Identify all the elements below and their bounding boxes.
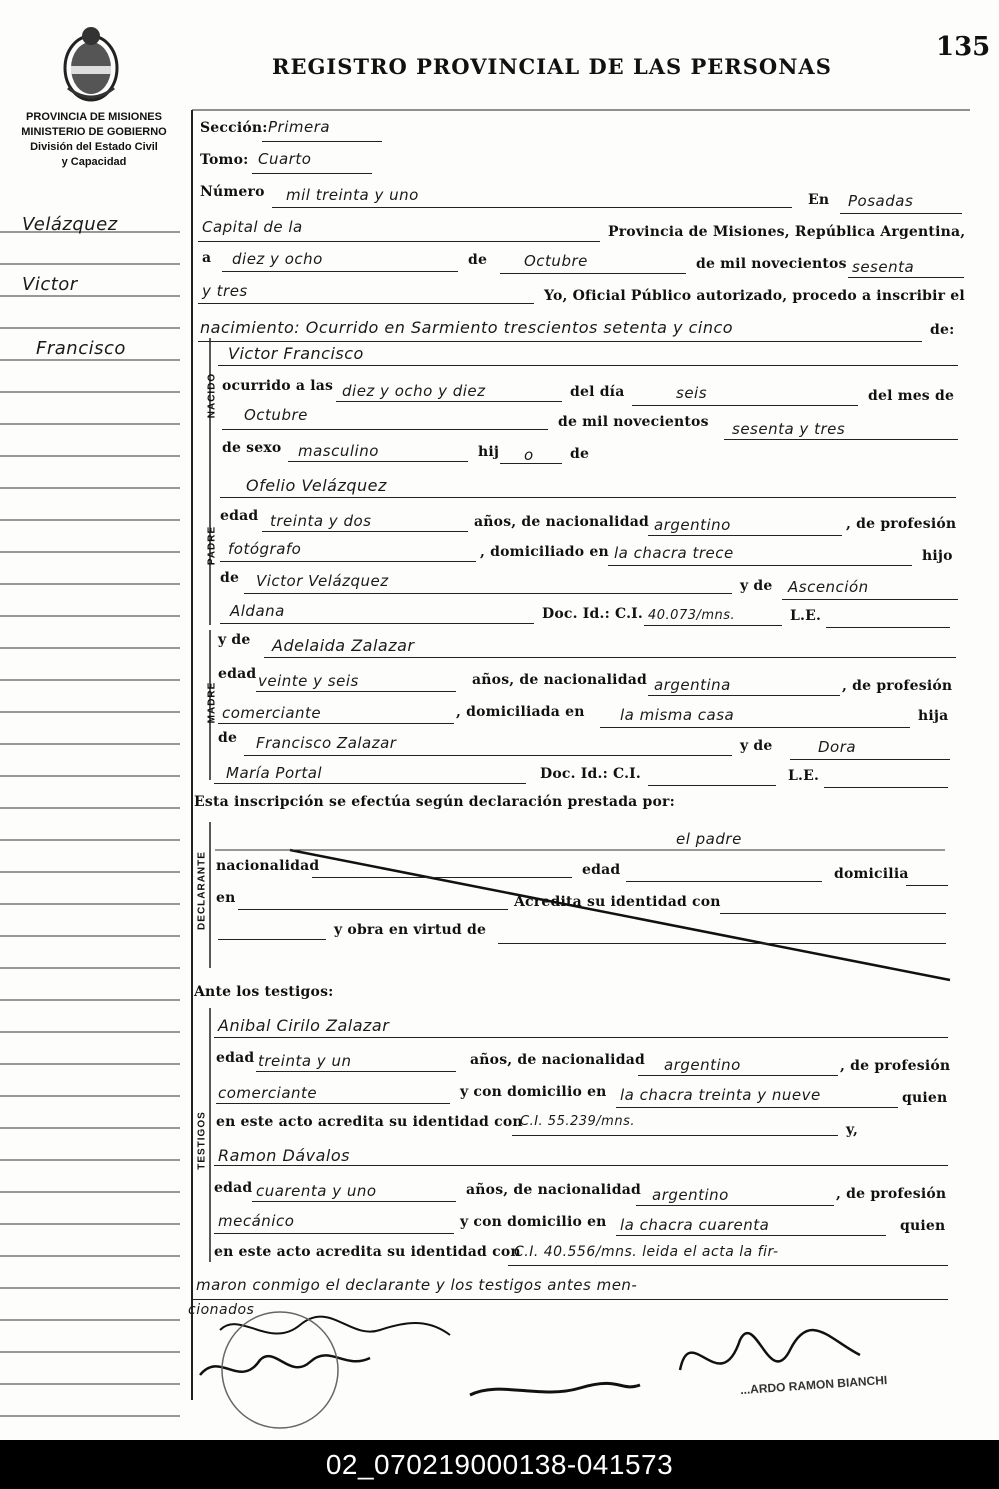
label-madre-profesion: , de profesión (842, 678, 953, 694)
label-t2-quien: quien (900, 1218, 946, 1234)
document-title: REGISTRO PROVINCIAL DE LAS PERSONAS (272, 54, 832, 79)
value-madre-nacionalidad: argentina (654, 676, 731, 694)
label-madre-domicilio: , domiciliada en (456, 704, 585, 720)
label-t2-domicilio: y con domicilio en (460, 1214, 607, 1230)
footer-id: 02_070219000138-041573 (0, 1440, 999, 1489)
label-t1-y: y, (846, 1122, 859, 1138)
value-nacimiento: nacimiento: Ocurrido en Sarmiento trescientos setenta y cinco (200, 318, 734, 337)
label-t2-nacionalidad: años, de nacionalidad (466, 1182, 641, 1198)
label-t2-edad: edad (214, 1180, 253, 1196)
label-de-colon: de: (930, 322, 955, 338)
value-madre-edad: veinte y seis (258, 672, 359, 690)
label-decl-domicilia: domicilia (834, 866, 909, 882)
label-madre-y-de: y de (218, 632, 251, 648)
page-number: 135 (936, 32, 991, 62)
label-padre-domicilio: , domiciliado en (480, 544, 609, 560)
value-testigo2-edad: cuarenta y uno (256, 1182, 377, 1200)
label-t2-profesion: , de profesión (836, 1186, 947, 1202)
label-decl-nacionalidad: nacionalidad (216, 858, 320, 874)
section-label-padre: PADRE (206, 525, 218, 566)
value-padre-domicilio: la chacra trece (614, 544, 734, 562)
value-tomo: Cuarto (258, 150, 312, 168)
header-line-1: PROVINCIA DE MISIONES (26, 111, 162, 123)
value-testigo2-nacionalidad: argentino (652, 1186, 729, 1204)
label-tomo: Tomo: (200, 152, 249, 168)
label-t1-quien: quien (902, 1090, 948, 1106)
value-padre-profesion: fotógrafo (228, 540, 302, 558)
label-ocurrido: ocurrido a las (222, 378, 334, 394)
label-esta-inscripcion: Esta inscripción se efectúa según declaración prestada por: (194, 794, 675, 810)
value-madre-profesion: comerciante (222, 704, 322, 722)
value-testigo1-nombre: Anibal Cirilo Zalazar (218, 1016, 390, 1035)
value-madre-padre: Francisco Zalazar (256, 734, 397, 752)
value-nombre: Victor Francisco (228, 344, 364, 363)
value-testigo1-ci: C.I. 55.239/mns. (520, 1114, 635, 1129)
value-madre-madre-1: Dora (818, 738, 857, 756)
value-seccion: Primera (268, 118, 331, 136)
value-numero: mil treinta y uno (286, 186, 419, 204)
header-line-3: División del Estado Civil (30, 141, 158, 153)
label-padre-de: de (220, 570, 240, 586)
label-de-mil-nac: de mil novecientos (558, 414, 709, 430)
label-madre-hija: hija (918, 708, 949, 724)
value-testigo1-nacionalidad: argentino (664, 1056, 741, 1074)
label-padre-y-de: y de (740, 578, 773, 594)
value-padre-nombre: Ofelio Velázquez (246, 476, 387, 495)
label-decl-acredita: Acredita su identidad con (514, 894, 721, 910)
value-mes-nac: Octubre (244, 406, 308, 424)
label-padre-le: L.E. (790, 608, 822, 624)
label-provincia: Provincia de Misiones, República Argentina, (608, 224, 966, 240)
value-testigo1-domicilio: la chacra treinta y nueve (620, 1086, 821, 1104)
label-yo-oficial: Yo, Oficial Público autorizado, procedo a inscribir el (544, 288, 965, 304)
official-stamp-text: ...ARDO RAMON BIANCHI (739, 1372, 888, 1398)
label-madre-y-de-2: y de (740, 738, 773, 754)
label-padre-profesion: , de profesión (846, 516, 957, 532)
value-padre-edad: treinta y dos (270, 512, 372, 530)
value-hij-suffix: o (524, 446, 534, 464)
label-seccion: Sección: (200, 120, 268, 136)
margin-name-1: Victor (22, 274, 78, 295)
value-capital: Capital de la (202, 218, 303, 236)
value-cierre-1: maron conmigo el declarante y los testigos antes men- (196, 1276, 638, 1294)
label-padre-nacionalidad: años, de nacionalidad (474, 514, 649, 530)
value-anio2: y tres (202, 282, 248, 300)
label-madre-nacionalidad: años, de nacionalidad (472, 672, 647, 688)
label-t1-domicilio: y con domicilio en (460, 1084, 607, 1100)
value-dia-nac: seis (676, 384, 708, 402)
label-padre-doc: Doc. Id.: C.I. (542, 606, 643, 622)
value-padre-madre-1: Ascención (788, 578, 869, 596)
label-sexo: de sexo (222, 440, 282, 456)
label-decl-y-obra: y obra en virtud de (334, 922, 487, 938)
value-en: Posadas (848, 192, 914, 210)
value-padre-nacionalidad: argentino (654, 516, 731, 534)
value-testigo1-profesion: comerciante (218, 1084, 318, 1102)
value-dia: diez y ocho (232, 250, 323, 268)
value-cierre-2: cionados (188, 1302, 255, 1318)
section-label-madre: MADRE (206, 681, 218, 724)
value-mes: Octubre (524, 252, 588, 270)
label-padre-edad: edad (220, 508, 259, 524)
value-hora: diez y ocho y diez (342, 382, 486, 400)
section-label-nacido: NACIDO (206, 372, 218, 419)
margin-surname: Velázquez (22, 214, 118, 235)
label-madre-edad: edad (218, 666, 257, 682)
value-sexo: masculino (298, 442, 379, 460)
label-t1-edad: edad (216, 1050, 255, 1066)
label-t1-profesion: , de profesión (840, 1058, 951, 1074)
label-a: a (202, 250, 212, 266)
value-testigo2-profesion: mecánico (218, 1212, 295, 1230)
header-line-2: MINISTERIO DE GOBIERNO (21, 126, 167, 138)
value-anio1: sesenta (852, 258, 915, 276)
label-de-fecha: de (468, 252, 488, 268)
value-testigo1-edad: treinta y un (258, 1052, 352, 1070)
value-testigo2-nombre: Ramon Dávalos (218, 1146, 350, 1165)
value-testigo2-ci: C.I. 40.556/mns. leida el acta la fir- (514, 1244, 779, 1260)
label-del-mes: del mes de (868, 388, 955, 404)
label-t1-nacionalidad: años, de nacionalidad (470, 1052, 645, 1068)
label-decl-en: en (216, 890, 236, 906)
header-line-4: y Capacidad (61, 156, 127, 168)
label-decl-edad: edad (582, 862, 621, 878)
label-de-mil: de mil novecientos (696, 256, 847, 272)
value-testigo2-domicilio: la chacra cuarenta (620, 1216, 770, 1234)
section-label-testigos: TESTIGOS (196, 1111, 208, 1170)
value-madre-nombre: Adelaida Zalazar (272, 636, 415, 655)
label-hij: hij (478, 444, 500, 460)
label-t2-acredita: en este acto acredita su identidad con (214, 1244, 521, 1260)
signatures (180, 1300, 900, 1440)
margin-name-2: Francisco (36, 338, 126, 359)
label-madre-de: de (218, 730, 238, 746)
label-numero: Número (200, 184, 265, 200)
value-madre-domicilio: la misma casa (620, 706, 735, 724)
label-t1-acredita: en este acto acredita su identidad con (216, 1114, 523, 1130)
label-de-sexo: de (570, 446, 590, 462)
value-declarante: el padre (676, 830, 742, 848)
label-madre-le: L.E. (788, 768, 820, 784)
label-en: En (808, 192, 830, 208)
label-ante-testigos: Ante los testigos: (194, 984, 334, 1000)
section-label-declarante: DECLARANTE (196, 851, 208, 930)
label-madre-doc: Doc. Id.: C.I. (540, 766, 641, 782)
value-padre-madre-2: Aldana (230, 602, 285, 620)
value-anio-nac: sesenta y tres (732, 420, 846, 438)
value-padre-ci: 40.073/mns. (648, 608, 736, 623)
value-madre-madre-2: María Portal (226, 764, 323, 782)
value-padre-padre: Victor Velázquez (256, 572, 389, 590)
label-del-dia: del día (570, 384, 625, 400)
label-padre-hijo: hijo (922, 548, 953, 564)
